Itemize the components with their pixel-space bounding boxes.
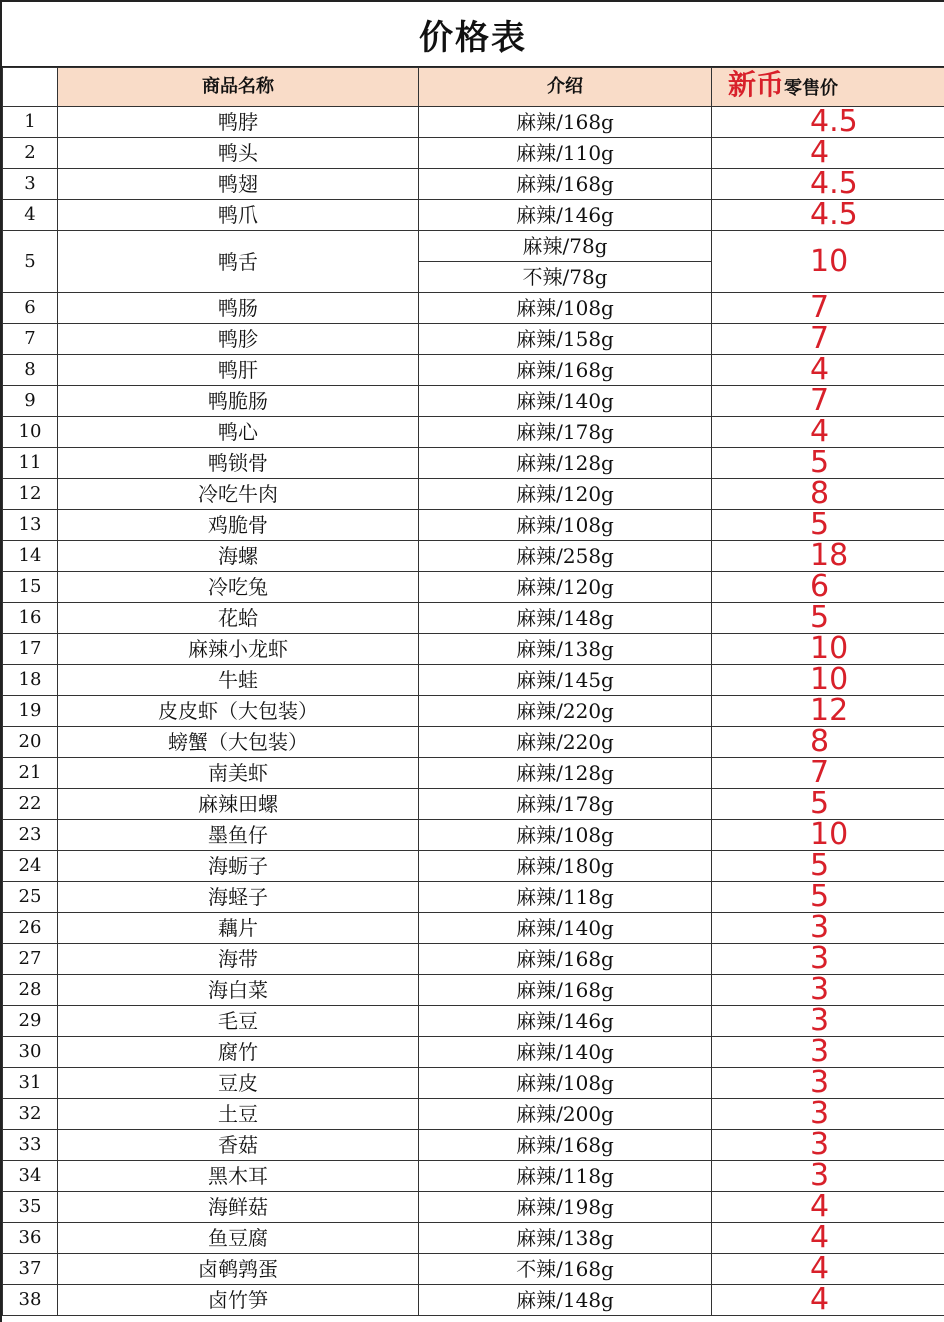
row-index: 22 <box>3 789 58 820</box>
table-row <box>3 138 944 169</box>
price-table <box>2 67 944 1316</box>
product-description: 麻辣/140g <box>419 386 712 417</box>
product-name: 南美虾 <box>58 758 419 789</box>
row-index: 23 <box>3 820 58 851</box>
product-description: 不辣/168g <box>419 1254 712 1285</box>
retail-price: 4 <box>712 355 944 386</box>
table-row <box>3 1130 944 1161</box>
product-name: 花蛤 <box>58 603 419 634</box>
product-name: 海白菜 <box>58 975 419 1006</box>
product-name: 毛豆 <box>58 1006 419 1037</box>
table-row <box>3 727 944 758</box>
row-index: 7 <box>3 324 58 355</box>
product-description: 麻辣/108g <box>419 510 712 541</box>
product-name: 鸭心 <box>58 417 419 448</box>
retail-price: 3 <box>712 1006 944 1037</box>
product-name: 鸭舌 <box>58 231 419 293</box>
header-description: 介绍 <box>419 68 712 107</box>
row-index: 29 <box>3 1006 58 1037</box>
retail-price: 7 <box>712 386 944 417</box>
row-index: 9 <box>3 386 58 417</box>
product-description: 麻辣/118g <box>419 882 712 913</box>
row-index: 17 <box>3 634 58 665</box>
row-index: 4 <box>3 200 58 231</box>
retail-price: 4 <box>712 1254 944 1285</box>
retail-price: 5 <box>712 448 944 479</box>
table-row <box>3 789 944 820</box>
retail-price: 3 <box>712 913 944 944</box>
retail-price: 4 <box>712 1223 944 1254</box>
retail-price: 7 <box>712 324 944 355</box>
product-name: 鸡脆骨 <box>58 510 419 541</box>
table-row <box>3 634 944 665</box>
product-description: 麻辣/168g <box>419 944 712 975</box>
retail-price: 10 <box>712 634 944 665</box>
header-currency-handwritten: 新币 <box>728 68 785 101</box>
product-name: 鸭胗 <box>58 324 419 355</box>
product-description: 麻辣/128g <box>419 758 712 789</box>
table-row <box>3 1068 944 1099</box>
retail-price: 3 <box>712 1037 944 1068</box>
product-description-alt: 不辣/78g <box>419 262 712 293</box>
retail-price: 4.5 <box>712 169 944 200</box>
retail-price: 5 <box>712 789 944 820</box>
table-row <box>3 1285 944 1316</box>
product-description: 麻辣/198g <box>419 1192 712 1223</box>
row-index: 18 <box>3 665 58 696</box>
product-name: 鸭爪 <box>58 200 419 231</box>
row-index: 31 <box>3 1068 58 1099</box>
row-index: 13 <box>3 510 58 541</box>
product-name: 麻辣小龙虾 <box>58 634 419 665</box>
product-description: 麻辣/110g <box>419 138 712 169</box>
retail-price: 8 <box>712 479 944 510</box>
product-name: 冷吃兔 <box>58 572 419 603</box>
product-description: 麻辣/180g <box>419 851 712 882</box>
table-row <box>3 541 944 572</box>
table-row <box>3 758 944 789</box>
product-description: 麻辣/108g <box>419 293 712 324</box>
table-row <box>3 851 944 882</box>
retail-price: 8 <box>712 727 944 758</box>
retail-price: 6 <box>712 572 944 603</box>
retail-price: 3 <box>712 1068 944 1099</box>
row-index: 32 <box>3 1099 58 1130</box>
retail-price: 4 <box>712 1285 944 1316</box>
table-row <box>3 696 944 727</box>
product-description: 麻辣/120g <box>419 572 712 603</box>
product-name: 黑木耳 <box>58 1161 419 1192</box>
product-description: 麻辣/108g <box>419 1068 712 1099</box>
table-row <box>3 944 944 975</box>
sheet-title: 价格表 <box>2 2 944 67</box>
retail-price: 10 <box>712 820 944 851</box>
retail-price: 7 <box>712 758 944 789</box>
row-index: 36 <box>3 1223 58 1254</box>
retail-price: 5 <box>712 882 944 913</box>
row-index: 26 <box>3 913 58 944</box>
product-description: 麻辣/158g <box>419 324 712 355</box>
table-row <box>3 107 944 138</box>
row-index: 14 <box>3 541 58 572</box>
product-name: 鸭肝 <box>58 355 419 386</box>
row-index: 25 <box>3 882 58 913</box>
table-row <box>3 510 944 541</box>
product-description: 麻辣/145g <box>419 665 712 696</box>
product-description: 麻辣/220g <box>419 696 712 727</box>
table-row <box>3 1254 944 1285</box>
row-index: 28 <box>3 975 58 1006</box>
retail-price: 3 <box>712 1161 944 1192</box>
product-name: 鸭肠 <box>58 293 419 324</box>
product-description: 麻辣/146g <box>419 200 712 231</box>
product-description: 麻辣/168g <box>419 1130 712 1161</box>
row-index: 33 <box>3 1130 58 1161</box>
product-name: 香菇 <box>58 1130 419 1161</box>
product-description: 麻辣/168g <box>419 107 712 138</box>
table-row <box>3 603 944 634</box>
retail-price: 4 <box>712 138 944 169</box>
product-name: 腐竹 <box>58 1037 419 1068</box>
table-row <box>3 1161 944 1192</box>
product-description: 麻辣/128g <box>419 448 712 479</box>
product-name: 墨鱼仔 <box>58 820 419 851</box>
table-row <box>3 1223 944 1254</box>
table-row <box>3 355 944 386</box>
row-index: 11 <box>3 448 58 479</box>
product-name: 豆皮 <box>58 1068 419 1099</box>
product-description: 麻辣/140g <box>419 1037 712 1068</box>
product-description: 麻辣/78g <box>419 231 712 262</box>
row-index: 12 <box>3 479 58 510</box>
product-description: 麻辣/138g <box>419 1223 712 1254</box>
row-index: 37 <box>3 1254 58 1285</box>
retail-price: 12 <box>712 696 944 727</box>
row-index: 21 <box>3 758 58 789</box>
row-index: 5 <box>3 231 58 293</box>
product-description: 麻辣/168g <box>419 169 712 200</box>
row-index: 38 <box>3 1285 58 1316</box>
retail-price: 10 <box>712 665 944 696</box>
header-product-name: 商品名称 <box>58 68 419 107</box>
product-name: 鸭脆肠 <box>58 386 419 417</box>
product-name: 卤竹笋 <box>58 1285 419 1316</box>
table-row <box>3 448 944 479</box>
table-header-row <box>3 68 944 107</box>
row-index: 30 <box>3 1037 58 1068</box>
product-description: 麻辣/168g <box>419 355 712 386</box>
product-description: 麻辣/168g <box>419 975 712 1006</box>
row-index: 34 <box>3 1161 58 1192</box>
retail-price: 10 <box>712 231 944 293</box>
product-description: 麻辣/118g <box>419 1161 712 1192</box>
product-name: 海螺 <box>58 541 419 572</box>
table-row <box>3 572 944 603</box>
table-row <box>3 1192 944 1223</box>
table-row <box>3 479 944 510</box>
retail-price: 5 <box>712 603 944 634</box>
product-description: 麻辣/258g <box>419 541 712 572</box>
header-price <box>712 68 944 107</box>
product-name: 螃蟹（大包装） <box>58 727 419 758</box>
product-name: 牛蛙 <box>58 665 419 696</box>
product-name: 鸭脖 <box>58 107 419 138</box>
row-index: 15 <box>3 572 58 603</box>
product-description: 麻辣/220g <box>419 727 712 758</box>
retail-price: 3 <box>712 1130 944 1161</box>
table-row <box>3 386 944 417</box>
product-name: 冷吃牛肉 <box>58 479 419 510</box>
table-row <box>3 1099 944 1130</box>
row-index: 8 <box>3 355 58 386</box>
product-name: 土豆 <box>58 1099 419 1130</box>
table-row <box>3 820 944 851</box>
product-name: 麻辣田螺 <box>58 789 419 820</box>
table-row <box>3 1037 944 1068</box>
product-name: 海鲜菇 <box>58 1192 419 1223</box>
header-index-cell <box>3 68 58 107</box>
table-row <box>3 200 944 231</box>
product-name: 卤鹌鹑蛋 <box>58 1254 419 1285</box>
product-name: 皮皮虾（大包装） <box>58 696 419 727</box>
retail-price: 4.5 <box>712 200 944 231</box>
retail-price: 18 <box>712 541 944 572</box>
header-retail-price: 零售价 <box>784 78 839 99</box>
row-index: 19 <box>3 696 58 727</box>
row-index: 24 <box>3 851 58 882</box>
table-row <box>3 169 944 200</box>
row-index: 20 <box>3 727 58 758</box>
retail-price: 4 <box>712 417 944 448</box>
table-row <box>3 913 944 944</box>
product-description: 麻辣/148g <box>419 603 712 634</box>
row-index: 6 <box>3 293 58 324</box>
product-name: 海带 <box>58 944 419 975</box>
product-description: 麻辣/200g <box>419 1099 712 1130</box>
product-name: 鸭头 <box>58 138 419 169</box>
product-description: 麻辣/178g <box>419 789 712 820</box>
product-description: 麻辣/120g <box>419 479 712 510</box>
product-name: 鸭翅 <box>58 169 419 200</box>
product-description: 麻辣/138g <box>419 634 712 665</box>
table-row <box>3 975 944 1006</box>
product-name: 鸭锁骨 <box>58 448 419 479</box>
row-index: 10 <box>3 417 58 448</box>
table-row <box>3 324 944 355</box>
product-description: 麻辣/140g <box>419 913 712 944</box>
product-name: 藕片 <box>58 913 419 944</box>
product-description: 麻辣/148g <box>419 1285 712 1316</box>
product-description: 麻辣/108g <box>419 820 712 851</box>
product-name: 海蛎子 <box>58 851 419 882</box>
product-name: 鱼豆腐 <box>58 1223 419 1254</box>
row-index: 3 <box>3 169 58 200</box>
retail-price: 3 <box>712 944 944 975</box>
row-index: 1 <box>3 107 58 138</box>
retail-price: 5 <box>712 851 944 882</box>
table-row <box>3 417 944 448</box>
retail-price: 3 <box>712 1099 944 1130</box>
row-index: 2 <box>3 138 58 169</box>
table-row <box>3 231 944 262</box>
row-index: 35 <box>3 1192 58 1223</box>
table-row <box>3 293 944 324</box>
product-name: 海蛏子 <box>58 882 419 913</box>
product-description: 麻辣/178g <box>419 417 712 448</box>
retail-price: 7 <box>712 293 944 324</box>
retail-price: 4.5 <box>712 107 944 138</box>
table-row <box>3 1006 944 1037</box>
retail-price: 5 <box>712 510 944 541</box>
product-description: 麻辣/146g <box>419 1006 712 1037</box>
table-row <box>3 665 944 696</box>
retail-price: 3 <box>712 975 944 1006</box>
row-index: 16 <box>3 603 58 634</box>
row-index: 27 <box>3 944 58 975</box>
table-row <box>3 882 944 913</box>
retail-price: 4 <box>712 1192 944 1223</box>
